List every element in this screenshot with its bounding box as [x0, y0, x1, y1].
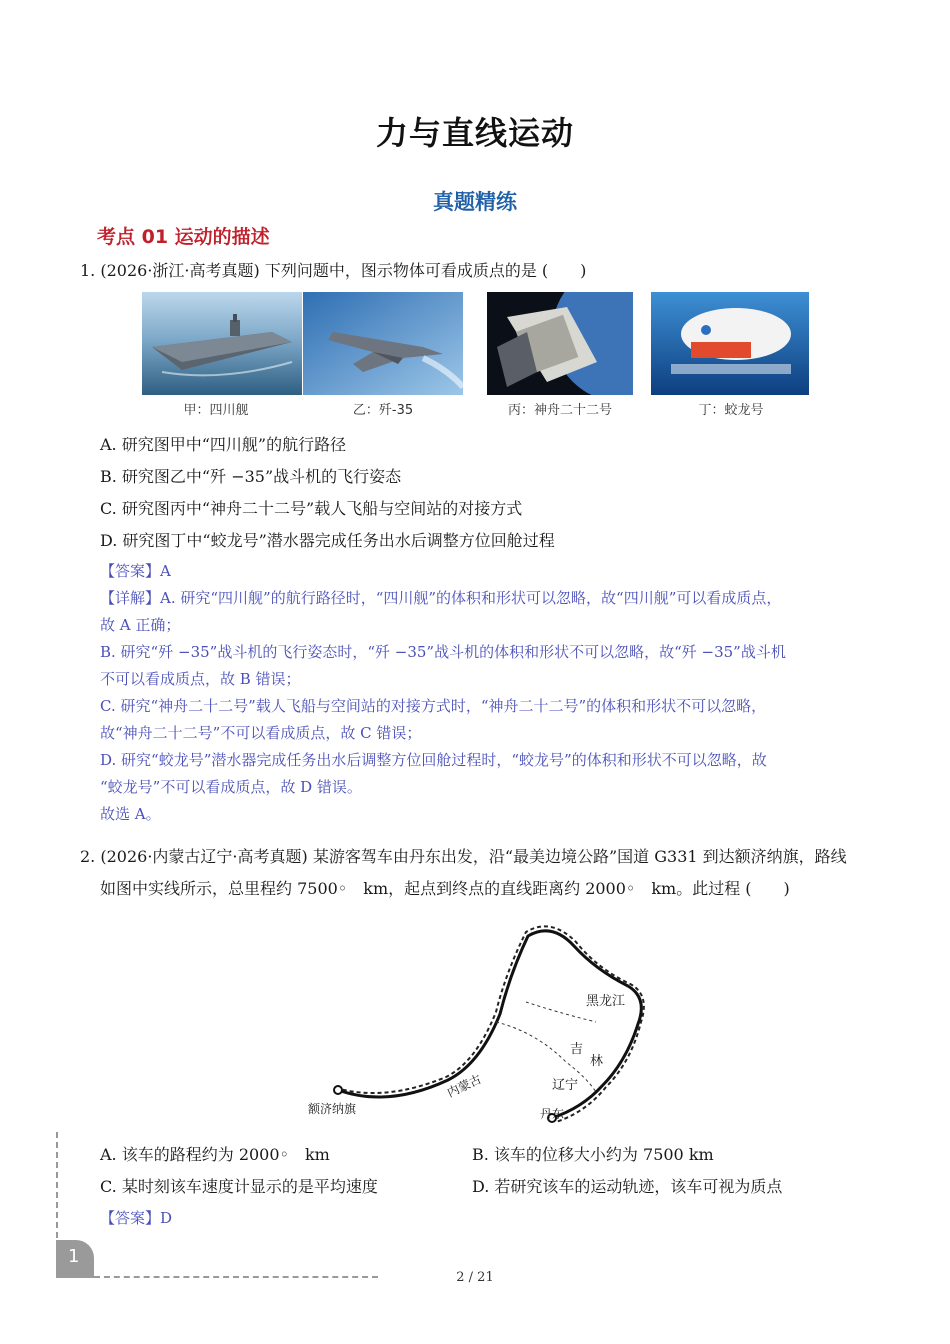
map-label-heilongjiang: 黑龙江	[586, 994, 626, 1009]
q1-detail-line-1: 【详解】A. 研究“四川舰”的航行路径时，“四川舰”的体积和形状可以忽略，故“四川舰”可以看成质点，	[100, 589, 782, 607]
question-1-stem: 1. (2026·浙江·高考真题) 下列问题中，图示物体可看成质点的是 ( )	[80, 261, 587, 280]
question-2-stem-line-1: 2. (2026·内蒙古辽宁·高考真题) 某游客驾车由丹东出发，沿“最美边境公路”国道 G331 到达额济纳旗，路线	[80, 847, 847, 866]
caption-jia: 甲：四川舰	[183, 403, 249, 418]
map-label-jilin-1: 吉	[570, 1042, 584, 1057]
q1-detail-line-3: B. 研究“歼 −35”战斗机的飞行姿态时，“歼 −35”战斗机的体积和形状不可以忽略，故“歼 −35”战斗机	[100, 643, 786, 661]
q1-answer: 【答案】A	[100, 562, 171, 580]
q1-detail-line-9: 故选 A。	[100, 805, 161, 823]
page-badge-number: 1	[68, 1246, 80, 1267]
image-j35-fighter	[303, 292, 463, 395]
map-label-neimenggu: 内蒙古	[444, 1071, 484, 1100]
q2-option-a: A. 该车的路程约为 2000◦ km	[100, 1145, 330, 1164]
page-title: 力与直线运动	[375, 114, 574, 152]
image-sichuan-ship	[142, 292, 302, 395]
q1-detail-line-4: 不可以看成质点，故 B 错误；	[100, 670, 301, 688]
image-jiaolong	[651, 292, 811, 395]
q1-detail-line-6: 故“神舟二十二号”不可以看成质点，故 C 错误；	[100, 724, 422, 742]
q1-detail-line-5: C. 研究“神舟二十二号”载人飞船与空间站的对接方式时，“神舟二十二号”的体积和形状不可以忽略，	[100, 697, 767, 715]
page-indicator: 2 / 21	[456, 1270, 494, 1285]
image-shenzhou-22	[487, 292, 647, 395]
q1-option-b: B. 研究图乙中“歼 −35”战斗机的飞行姿态	[100, 467, 402, 486]
q1-detail-line-7: D. 研究“蛟龙号”潜水器完成任务出水后调整方位回舱过程时，“蛟龙号”的体积和形状不可以忽略，故	[100, 751, 767, 769]
page-subtitle: 真题精练	[433, 190, 517, 214]
caption-yi: 乙：歼-35	[352, 403, 414, 418]
question-2-stem-line-2: 如图中实线所示，总里程约 7500◦ km，起点到终点的直线距离约 2000◦ km。此过程 ( )	[100, 879, 790, 898]
q2-option-d: D. 若研究该车的运动轨迹，该车可视为质点	[472, 1177, 783, 1196]
map-label-jilin-2: 林	[590, 1054, 604, 1069]
q1-detail-line-8: “蛟龙号”不可以看成质点，故 D 错误。	[100, 778, 362, 796]
map-label-dandong: 丹东	[540, 1107, 565, 1121]
map-label-ejina: 额济纳旗	[308, 1102, 357, 1116]
q2-option-c: C. 某时刻该车速度计显示的是平均速度	[100, 1177, 378, 1196]
q1-detail-line-2: 故 A 正确；	[100, 616, 181, 634]
margin-dashed-line	[56, 1132, 58, 1238]
route-map	[296, 912, 664, 1126]
map-label-liaoning: 辽宁	[552, 1078, 579, 1093]
q1-option-d: D. 研究图丁中“蛟龙号”潜水器完成任务出水后调整方位回舱过程	[100, 531, 555, 550]
caption-ding: 丁：蛟龙号	[698, 403, 764, 418]
q1-option-c: C. 研究图丙中“神舟二十二号”载人飞船与空间站的对接方式	[100, 499, 523, 518]
caption-bing: 丙：神舟二十二号	[507, 403, 612, 418]
section-heading: 考点 01 运动的描述	[97, 226, 270, 248]
q2-option-b: B. 该车的位移大小约为 7500 km	[472, 1145, 714, 1164]
q2-answer: 【答案】D	[100, 1209, 173, 1227]
q1-option-a: A. 研究图甲中“四川舰”的航行路径	[100, 435, 347, 454]
